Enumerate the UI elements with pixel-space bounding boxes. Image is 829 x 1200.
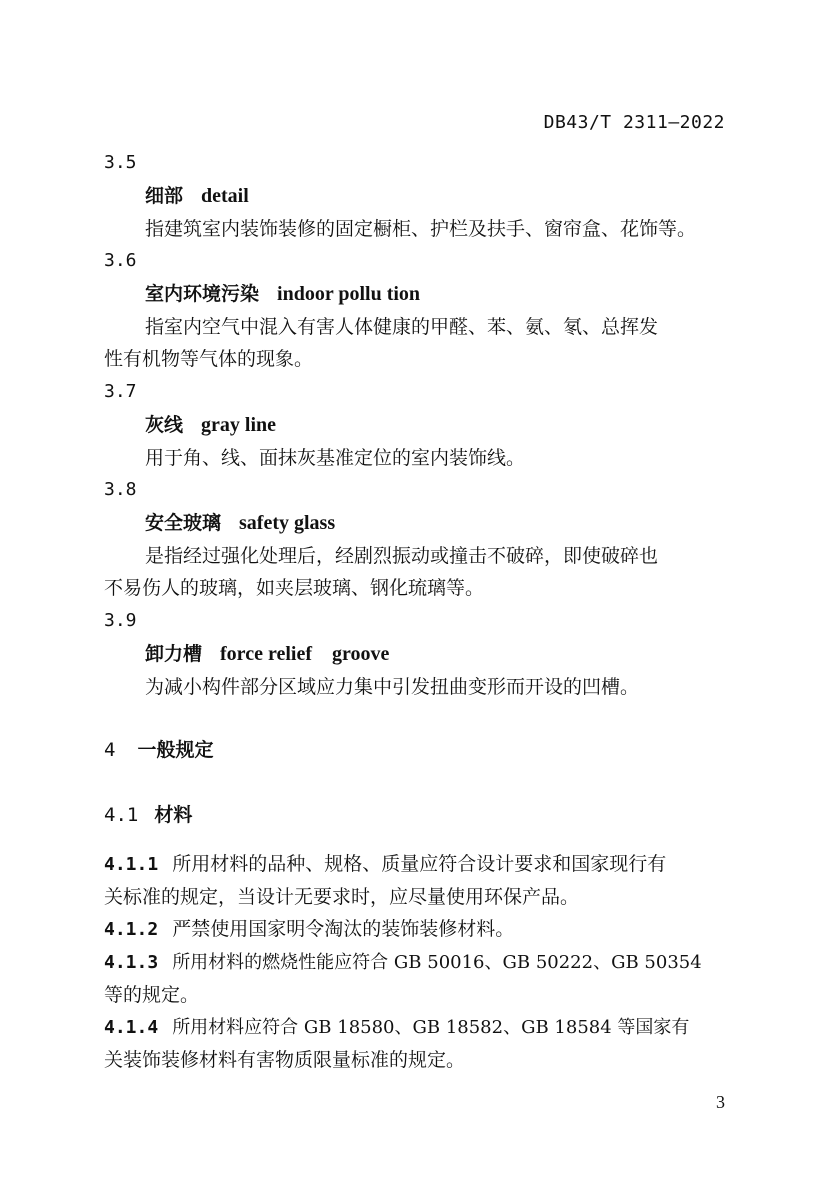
clause-number: 4.1.2 bbox=[104, 919, 159, 940]
term-definition: 为减小构件部分区域应力集中引发扭曲变形而开设的凹槽。 bbox=[145, 676, 640, 698]
clause-text: 所用材料的燃烧性能应符合 GB 50016、GB 50222、GB 50354 bbox=[172, 952, 702, 973]
clause-text: 严禁使用国家明令淘汰的装饰装修材料。 bbox=[172, 918, 515, 940]
section-title: 一般规定 bbox=[137, 739, 214, 761]
term-cn: 细部 bbox=[145, 185, 184, 207]
section-number: 4 bbox=[104, 739, 116, 761]
clause bbox=[104, 949, 702, 976]
term-definition: 指建筑室内装饰装修的固定橱柜、护栏及扶手、窗帘盒、花饰等。 bbox=[145, 218, 697, 240]
term-en: detail bbox=[201, 185, 249, 207]
term-number: 3.9 bbox=[104, 610, 137, 631]
term-number: 3.8 bbox=[104, 479, 137, 500]
term-cn: 灰线 bbox=[145, 414, 184, 436]
clause-text: 所用材料的品种、规格、质量应符合设计要求和国家现行有 bbox=[172, 853, 667, 875]
clause-number: 4.1.1 bbox=[104, 854, 159, 875]
clause-text: 关标准的规定，当设计无要求时，应尽量使用环保产品。 bbox=[104, 886, 580, 908]
term-heading bbox=[145, 183, 249, 209]
term-cn: 卸力槽 bbox=[145, 643, 203, 665]
term-number: 3.7 bbox=[104, 381, 137, 402]
term-en: indoor pollu tion bbox=[277, 283, 421, 305]
term-en: safety glass bbox=[239, 512, 336, 534]
term-definition: 是指经过强化处理后，经剧烈振动或撞击不破碎，即使破碎也 bbox=[145, 545, 659, 567]
term-definition: 用于角、线、面抹灰基准定位的室内装饰线。 bbox=[145, 447, 526, 469]
page-number: 3 bbox=[716, 1092, 725, 1112]
term-definition: 性有机物等气体的现象。 bbox=[104, 348, 314, 370]
subsection-heading bbox=[104, 802, 192, 828]
subsection-number: 4.1 bbox=[104, 804, 139, 826]
term-cn: 室内环境污染 bbox=[145, 283, 260, 305]
term-en: gray line bbox=[201, 414, 277, 436]
clause-number: 4.1.3 bbox=[104, 952, 159, 973]
term-en: force relief groove bbox=[220, 643, 390, 665]
clause bbox=[104, 916, 514, 943]
clause-number: 4.1.4 bbox=[104, 1017, 159, 1038]
term-heading bbox=[145, 641, 389, 667]
term-number: 3.6 bbox=[104, 250, 137, 271]
term-definition: 不易伤人的玻璃，如夹层玻璃、钢化琉璃等。 bbox=[104, 577, 485, 599]
doc-code-header: DB43/T 2311—2022 bbox=[543, 112, 725, 133]
term-heading bbox=[145, 510, 335, 536]
clause-text: 等的规定。 bbox=[104, 984, 200, 1006]
subsection-title: 材料 bbox=[154, 804, 193, 826]
clause bbox=[104, 1014, 689, 1041]
term-heading bbox=[145, 281, 420, 307]
clause-text: 关装饰装修材料有害物质限量标准的规定。 bbox=[104, 1049, 466, 1071]
clause bbox=[104, 851, 666, 878]
clause-text: 所用材料应符合 GB 18580、GB 18582、GB 18584 等国家有 bbox=[172, 1017, 690, 1038]
term-definition: 指室内空气中混入有害人体健康的甲醛、苯、氨、氡、总挥发 bbox=[145, 316, 659, 338]
term-heading bbox=[145, 412, 276, 438]
term-cn: 安全玻璃 bbox=[145, 512, 222, 534]
section-heading bbox=[104, 737, 213, 763]
term-number: 3.5 bbox=[104, 152, 137, 173]
